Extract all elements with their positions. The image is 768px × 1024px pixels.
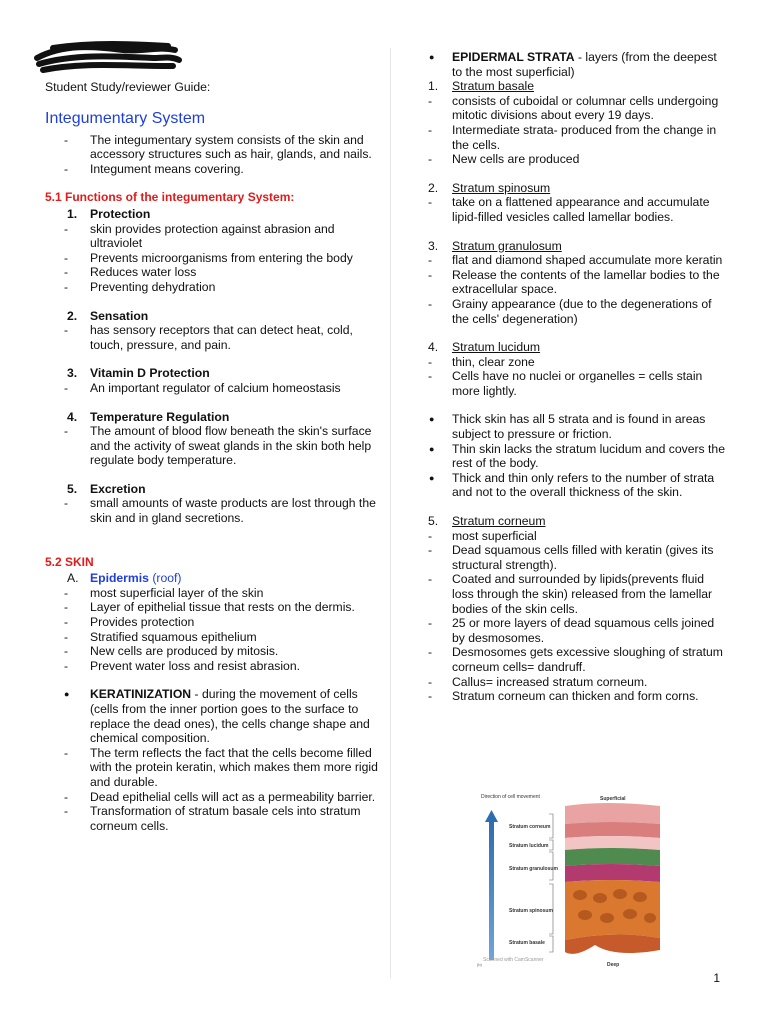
skin-type-bullet: ● Thick skin has all 5 strata and is found in areas subject to pressure or friction. (427, 412, 727, 441)
list-item: - Release the contents of the lamellar bodies to the extracellular space. (427, 268, 727, 297)
epidermis-heading: A. Epidermis (roof) (67, 571, 182, 586)
page-title: Integumentary System (45, 109, 206, 127)
list-item: - New cells are produced by mitosis. (45, 644, 380, 659)
strata-bullet: ● EPIDERMAL STRATA - layers (from the deepest to the most superficial) (427, 50, 727, 79)
list-item: - The amount of blood flow beneath the skin's surface and the activity of sweat glands in the skin both help regulate body temperature. (45, 424, 380, 468)
figure-corner-label: (b) (477, 962, 482, 967)
guide-label: Student Study/reviewer Guide: (45, 80, 211, 94)
list-item: - Cells have no nuclei or organelles = cells stain more lightly. (427, 369, 727, 398)
list-item: - Preventing dehydration (45, 280, 380, 295)
tissue-layers (565, 803, 660, 954)
section-title-functions: 5.1 Functions of the integumentary System: (45, 190, 295, 205)
list-item: - 25 or more layers of dead squamous cells joined by desmosomes. (427, 616, 727, 645)
arrow-label: Direction of cell movement (481, 794, 540, 800)
list-item: - The term reflects the fact that the cells become filled with the protein keratin, which makes them more rigid and durable. (45, 746, 380, 790)
stratum-heading: 2. Stratum spinosum (428, 180, 551, 195)
list-item: - most superficial layer of the skin (45, 586, 380, 601)
list-item: - Dead squamous cells filled with keratin (gives its structural strength). (427, 543, 727, 572)
list-item: - Callus= increased stratum corneum. (427, 675, 727, 690)
skin-type-bullet: ● Thick and thin only refers to the number of strata and not to the overall thickness of the skin. (427, 471, 727, 500)
function-heading: 2. Sensation (67, 308, 149, 323)
label-deep: Deep (607, 962, 620, 968)
label-granulosum: Stratum granulosum (509, 866, 558, 872)
right-column (427, 50, 727, 704)
list-item: - Dead epithelial cells will act as a permeability barrier. (45, 790, 380, 805)
list-item: - most superficial (427, 529, 727, 544)
label-basale: Stratum basale (509, 940, 545, 946)
label-lucidum: Stratum lucidum (509, 843, 549, 849)
list-item: - skin provides protection against abrasion and ultraviolet (45, 222, 380, 251)
function-heading: 5. Excretion (67, 481, 146, 496)
function-heading: 1. Protection (67, 206, 151, 221)
function-heading: 3. Vitamin D Protection (67, 366, 210, 381)
list-item: - Provides protection (45, 615, 380, 630)
list-item: - Transformation of stratum basale cels into stratum corneum cells. (45, 804, 380, 833)
list-item: - New cells are produced (427, 152, 727, 167)
left-column (45, 40, 380, 833)
list-item: - Prevent water loss and resist abrasion. (45, 659, 380, 674)
list-item: - Intermediate strata- produced from the change in the cells. (427, 123, 727, 152)
watermark-text: Scanned with CamScanner (483, 957, 544, 963)
list-item: - Stratum corneum can thicken and form corns. (427, 689, 727, 704)
list-item: - take on a flattened appearance and accumulate lipid-filled vesicles called lamellar bodies. (427, 195, 727, 224)
epidermis-strata-figure (475, 790, 675, 970)
skin-type-bullet: ● Thin skin lacks the stratum lucidum and covers the rest of the body. (427, 442, 727, 471)
list-item: - Desmosomes gets excessive sloughing of stratum corneum cells= dandruff. (427, 645, 727, 674)
list-item: - flat and diamond shaped accumulate more keratin (427, 253, 727, 268)
list-item: - consists of cuboidal or columnar cells undergoing mitotic divisions about every 19 days. (427, 94, 727, 123)
label-spinosum: Stratum spinosum (509, 908, 553, 914)
stratum-heading: 5. Stratum corneum (428, 514, 546, 529)
list-item: - Layer of epithelial tissue that rests on the dermis. (45, 600, 380, 615)
list-item: - Grainy appearance (due to the degenerations of the cells' degeneration) (427, 297, 727, 326)
list-item: - Prevents microorganisms from entering the body (45, 251, 380, 266)
intro-item: - Integument means covering. (45, 162, 380, 177)
label-superficial: Superficial (600, 796, 626, 802)
column-divider (390, 48, 391, 978)
page-number: 1 (713, 971, 720, 986)
stratum-heading: 1. Stratum basale (428, 79, 534, 94)
list-item: - An important regulator of calcium homeostasis (45, 381, 380, 396)
label-corneum: Stratum corneum (509, 824, 551, 830)
list-item: - Coated and surrounded by lipids(prevents fluid loss through the skin) released from the lamellar bodies of the skin cells. (427, 572, 727, 616)
stratum-heading: 4. Stratum lucidum (428, 340, 541, 355)
list-item: - small amounts of waste products are lost through the skin and in gland secretions. (45, 496, 380, 525)
keratinization-bullet: ● KERATINIZATION - during the movement of cells (cells from the inner portion goes to the surface to replace the dead ones), the cells change shape and chemical composition. (45, 687, 380, 745)
list-item: - thin, clear zone (427, 355, 727, 370)
list-item: - Reduces water loss (45, 265, 380, 280)
list-item: - has sensory receptors that can detect heat, cold, touch, pressure, and pain. (45, 323, 380, 352)
function-heading: 4. Temperature Regulation (67, 409, 230, 424)
intro-item: - The integumentary system consists of the skin and accessory structures such as hair, glands, and nails. (45, 133, 380, 162)
stratum-heading: 3. Stratum granulosum (428, 238, 562, 253)
section-title-skin: 5.2 SKIN (45, 554, 94, 569)
arrow-shaft (489, 820, 494, 960)
list-item: - Stratified squamous epithelium (45, 630, 380, 645)
